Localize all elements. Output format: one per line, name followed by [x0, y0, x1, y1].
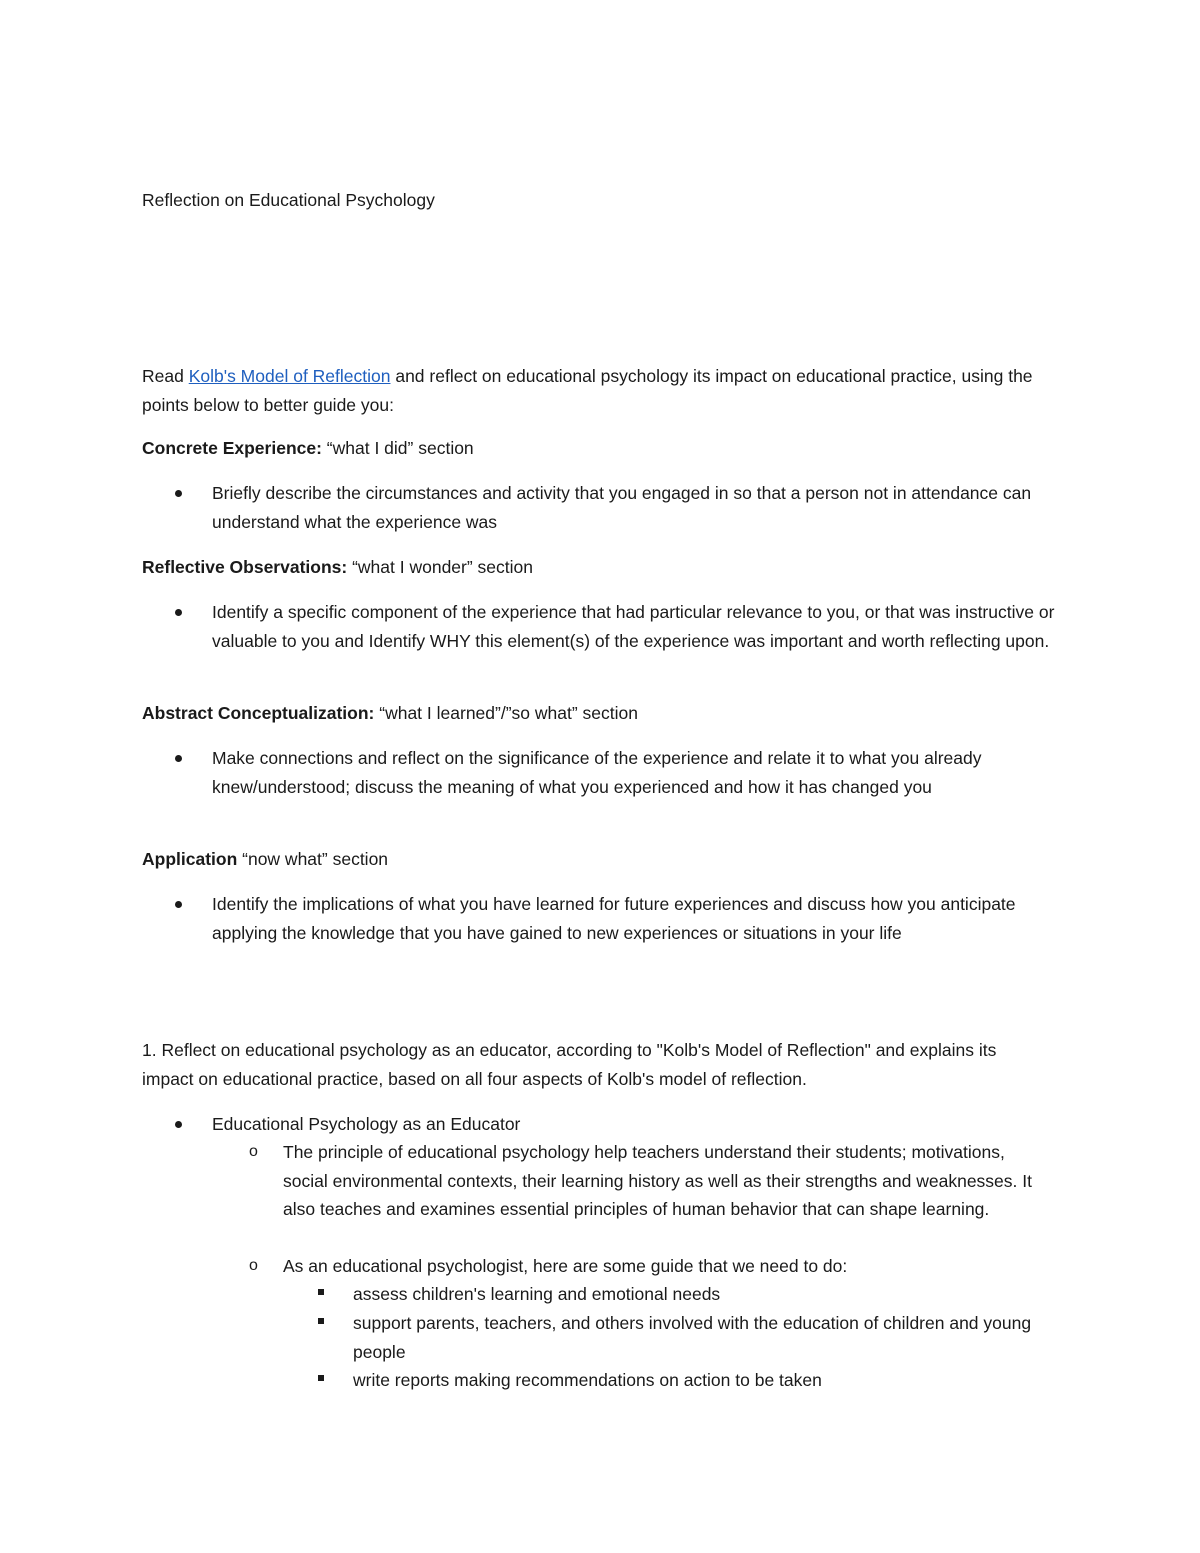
section-heading-label: Abstract Conceptualization: — [142, 703, 375, 723]
guide-list-item: assess children's learning and emotional needs — [353, 1284, 721, 1304]
document-title: Reflection on Educational Psychology — [142, 190, 435, 210]
answer-sub-item-1: The principle of educational psychology help teachers understand their students; motivations, social environmental contexts, their learning history as well as their strengths and weaknesses. It also teaches and examines essential principles of human behavior that can shape learning. — [283, 1142, 1032, 1219]
square-bullet-icon — [318, 1289, 324, 1295]
intro-suffix: and reflect on educational psychology its impact on educational practice, using the points below to better guide you: — [142, 366, 1033, 415]
bullet-disc-icon — [175, 609, 182, 616]
section-heading-application — [142, 845, 1072, 874]
guide-list-item: write reports making recommendations on action to be taken — [353, 1370, 822, 1390]
sub-bullet-circle-icon: o — [249, 1257, 258, 1274]
square-bullet-icon — [318, 1375, 324, 1381]
bullet-disc-icon — [175, 1121, 182, 1128]
guide-list-item: support parents, teachers, and others involved with the education of children and young people — [353, 1313, 1032, 1362]
bullet-disc-icon — [175, 755, 182, 762]
answer-bullet: Educational Psychology as an Educator — [212, 1114, 521, 1134]
bullet-disc-icon — [175, 490, 182, 497]
section-heading-subtitle: “what I learned”/”so what” section — [374, 703, 638, 723]
intro-paragraph — [142, 362, 1072, 419]
section-heading-abstract — [142, 699, 1072, 728]
section-bullet-abstract: Make connections and reflect on the significance of the experience and relate it to what you already knew/understood; discuss the meaning of what you experienced and how it has changed you — [212, 748, 982, 797]
section-heading-subtitle: “what I wonder” section — [347, 557, 533, 577]
section-heading-subtitle: “what I did” section — [321, 438, 474, 458]
section-bullet-concrete: Briefly describe the circumstances and activity that you engaged in so that a person not in attendance can understand what the experience was — [212, 483, 1032, 532]
answer-sub-item-2: As an educational psychologist, here are some guide that we need to do: — [283, 1256, 848, 1276]
square-bullet-icon — [318, 1318, 324, 1324]
section-heading-subtitle: “now what” section — [237, 849, 389, 869]
question-paragraph: 1. Reflect on educational psychology as an educator, according to "Kolb's Model of Reflection" and explains its impact on educational practice, based on all four aspects of Kolb's model of reflection. — [142, 1040, 997, 1089]
section-heading-reflective — [142, 553, 1072, 582]
section-bullet-application: Identify the implications of what you have learned for future experiences and discuss how you anticipate applying the knowledge that you have gained to new experiences or situations in your life — [212, 894, 1016, 943]
intro-prefix: Read — [142, 366, 189, 386]
section-heading-label: Concrete Experience: — [142, 438, 322, 458]
bullet-disc-icon — [175, 901, 182, 908]
kolb-model-link[interactable]: Kolb's Model of Reflection — [188, 366, 391, 386]
section-heading-label: Application — [142, 849, 238, 869]
section-heading-label: Reflective Observations: — [142, 557, 348, 577]
sub-bullet-circle-icon: o — [249, 1143, 258, 1160]
section-bullet-reflective: Identify a specific component of the experience that had particular relevance to you, or that was instructive or valuable to you and Identify WHY this element(s) of the experience was important and worth reflecting upon. — [212, 602, 1055, 651]
section-heading-concrete — [142, 434, 1072, 463]
